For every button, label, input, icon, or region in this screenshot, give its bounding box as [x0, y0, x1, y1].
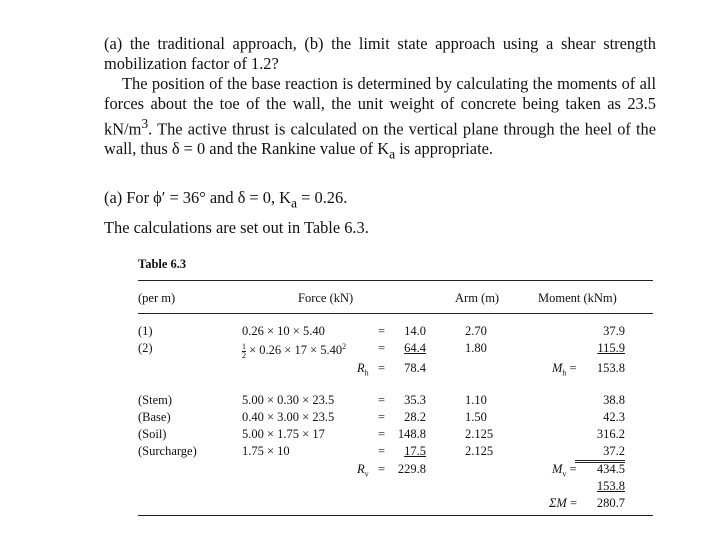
row-expression: 0.26 × 10 × 5.40 — [242, 324, 325, 338]
mh-value: 153.8 — [596, 361, 625, 375]
row-item: (Base) — [138, 410, 171, 424]
mh-label — [552, 361, 577, 381]
sum-equals: = — [569, 496, 578, 510]
row-expression — [242, 339, 346, 360]
question-text: (a) the traditional approach, (b) the limit state approach using a shear strength mobilization factor of 1.2? — [104, 34, 656, 73]
ka-subscript: a — [389, 146, 396, 162]
sum-moment-value: 280.7 — [596, 496, 625, 510]
mh-subtracted-value: 153.8 — [596, 479, 625, 493]
equation-subscript: a — [291, 195, 298, 211]
method-text-a: The position of the base reaction is determined by calculating the moments of all forces about the toe of the wall, the unit weight of concrete being taken as 23.5 kN/m — [104, 74, 656, 139]
rh-equals: = — [378, 361, 386, 375]
header-force: Force (kN) — [298, 291, 354, 305]
row-equals: = — [378, 410, 386, 424]
row-item: (Stem) — [138, 393, 173, 407]
header-item: (per m) — [138, 291, 176, 305]
row-force: 35.3 — [404, 393, 426, 407]
row-force: 14.0 — [404, 324, 426, 338]
table-reference-note: The calculations are set out in Table 6.3. — [104, 218, 369, 237]
table-header-rule — [138, 313, 653, 314]
row-item: (Soil) — [138, 427, 167, 441]
sum-symbol: ΣM — [549, 496, 567, 510]
rv-label — [357, 462, 369, 482]
method-text-b: . The active thrust is calculated on the vertical plane through the heel of the wall, thus δ = 0 and the Rankine value of K — [104, 119, 656, 159]
fraction-numerator: 1 — [242, 341, 246, 351]
expression-superscript: 2 — [342, 342, 347, 351]
rh-symbol: R — [357, 361, 365, 375]
row-equals: = — [378, 444, 386, 458]
row-expression: 5.00 × 1.75 × 17 — [242, 427, 325, 441]
rh-subscript: h — [364, 368, 369, 378]
row-moment: 316.2 — [596, 427, 625, 441]
mh-subscript: h — [562, 368, 567, 378]
table-bottom-rule — [138, 515, 653, 516]
mv-subscript: v — [562, 469, 567, 479]
mh-equals: = — [569, 361, 577, 375]
mv-symbol: M — [552, 462, 563, 476]
row-equals: = — [378, 341, 386, 355]
row-arm: 2.125 — [465, 427, 494, 441]
method-text — [104, 74, 656, 165]
row-item: (1) — [138, 324, 153, 338]
rv-symbol: R — [357, 462, 365, 476]
row-force: 17.5 — [404, 444, 426, 458]
row-item: (2) — [138, 341, 153, 355]
row-moment: 37.9 — [603, 324, 625, 338]
fraction-denominator: 2 — [242, 350, 246, 360]
row-expression: 5.00 × 0.30 × 23.5 — [242, 393, 335, 407]
rv-subscript: v — [364, 469, 369, 479]
rh-label — [357, 361, 369, 381]
row-arm: 1.10 — [465, 393, 487, 407]
equation-suffix: = 0.26. — [297, 188, 348, 207]
row-expression: 1.75 × 10 — [242, 444, 290, 458]
row-moment: 42.3 — [603, 410, 625, 424]
header-arm: Arm (m) — [455, 291, 500, 305]
row-expression: 0.40 × 3.00 × 23.5 — [242, 410, 335, 424]
row-moment: 38.8 — [603, 393, 625, 407]
row-equals: = — [378, 427, 386, 441]
equation-line — [104, 188, 347, 211]
method-text-c: is appropriate. — [395, 139, 493, 159]
row-arm: 1.50 — [465, 410, 487, 424]
mv-value: 434.5 — [596, 462, 625, 476]
row-item: (Surcharge) — [138, 444, 197, 458]
mh-symbol: M — [552, 361, 563, 375]
row-arm: 2.125 — [465, 444, 494, 458]
sum-moment-label — [549, 496, 577, 512]
row-moment: 115.9 — [597, 341, 625, 355]
table-top-rule — [138, 280, 653, 281]
rh-value: 78.4 — [404, 361, 426, 375]
expression-text: × 0.26 × 17 × 5.40 — [246, 343, 343, 358]
table-title: Table 6.3 — [138, 257, 187, 271]
row-arm: 1.80 — [465, 341, 487, 355]
row-moment: 37.2 — [575, 444, 625, 463]
row-force: 64.4 — [404, 341, 426, 355]
equation-prefix: (a) For ϕ′ = 36° and δ = 0, K — [104, 188, 292, 207]
row-force: 148.8 — [397, 427, 426, 441]
row-force: 28.2 — [404, 410, 426, 424]
rv-value: 229.8 — [397, 462, 426, 476]
intro-paragraph — [104, 34, 656, 165]
row-arm: 2.70 — [465, 324, 487, 338]
row-equals: = — [378, 324, 386, 338]
header-moment: Moment (kNm) — [538, 291, 617, 305]
mv-label — [552, 462, 577, 482]
row-equals: = — [378, 393, 386, 407]
unit-superscript: 3 — [141, 116, 149, 131]
mv-equals: = — [569, 462, 577, 476]
rv-equals: = — [378, 462, 386, 476]
